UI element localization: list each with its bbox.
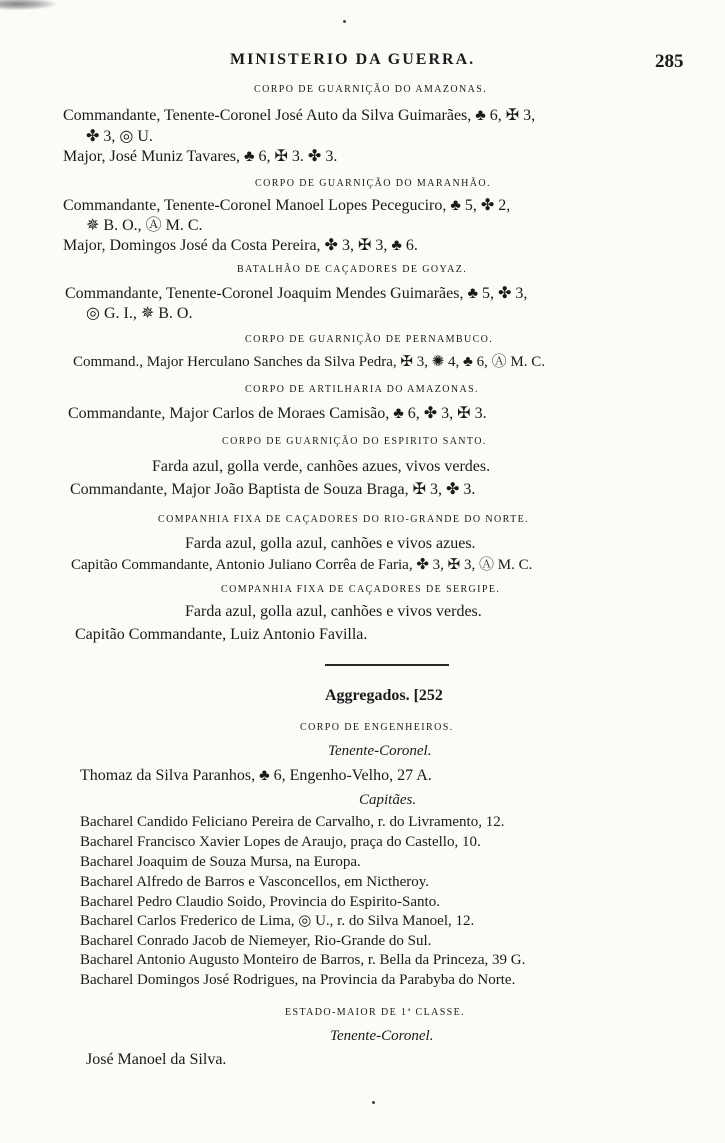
list-item: Bacharel Candido Feliciano Pereira de Carvalho, r. do Livramento, 12. — [80, 814, 505, 830]
entry-line: ◎ G. I., ✵ B. O. — [86, 305, 193, 322]
entry-line: Commandante, Major João Baptista de Souza Braga, ✠ 3, ✤ 3. — [70, 481, 476, 498]
divider-rule — [325, 664, 449, 666]
entry-line: Thomaz da Silva Paranhos, ♣ 6, Engenho-Velho, 27 A. — [80, 767, 432, 784]
speck — [372, 1101, 375, 1104]
entry-line: Commandante, Tenente-Coronel José Auto da Silva Guimarães, ♣ 6, ✠ 3, — [63, 107, 536, 124]
page-number: 285 — [655, 51, 684, 72]
section-heading: CORPO DE GUARNIÇÃO DO ESPIRITO SANTO. — [222, 436, 487, 447]
section-heading: CORPO DE GUARNIÇÃO DE PERNAMBUCO. — [245, 334, 494, 345]
rank-heading: Capitães. — [359, 792, 417, 808]
ink-smudge — [0, 0, 56, 10]
entry-line: Capitão Commandante, Luiz Antonio Favilla. — [75, 626, 368, 643]
entry-line: Commandante, Tenente-Coronel Joaquim Mendes Guimarães, ♣ 5, ✤ 3, — [65, 285, 528, 302]
entry-line: Commandante, Tenente-Coronel Manoel Lopes Peceguciro, ♣ 5, ✤ 2, — [63, 197, 511, 214]
list-item: Bacharel Alfredo de Barros e Vasconcellos, em Nictheroy. — [80, 874, 430, 890]
list-item: Bacharel Domingos José Rodrigues, na Provincia da Parabyba do Norte. — [80, 972, 516, 988]
list-item: Bacharel Francisco Xavier Lopes de Araujo, praça do Castello, 10. — [80, 834, 481, 850]
uniform-line: Farda azul, golla verde, canhões azues, vivos verdes. — [152, 458, 491, 475]
entry-line: Major, Domingos José da Costa Pereira, ✤ 3, ✠ 3, ♣ 6. — [63, 237, 418, 254]
uniform-line: Farda azul, golla azul, canhões e vivos azues. — [185, 535, 476, 552]
list-item: Bacharel Carlos Frederico de Lima, ◎ U., r. do Silva Manoel, 12. — [80, 913, 475, 929]
running-title: MINISTERIO DA GUERRA. — [230, 51, 476, 68]
section-heading: CORPO DE ARTILHARIA DO AMAZONAS. — [245, 384, 479, 395]
section-heading: BATALHÃO DE CAÇADORES DE GOYAZ. — [237, 264, 468, 275]
section-heading: CORPO DE GUARNIÇÃO DO MARANHÃO. — [255, 178, 491, 189]
entry-line: ✵ B. O., Ⓐ M. C. — [86, 217, 203, 234]
section-heading: CORPO DE ENGENHEIROS. — [300, 722, 454, 733]
rank-heading: Tenente-Coronel. — [330, 1028, 434, 1044]
list-item: Bacharel Pedro Claudio Soido, Provincia do Espirito-Santo. — [80, 894, 440, 910]
list-item: Bacharel Antonio Augusto Monteiro de Barros, r. Bella da Princeza, 39 G. — [80, 952, 526, 968]
entry-line: Major, José Muniz Tavares, ♣ 6, ✠ 3. ✤ 3. — [63, 148, 338, 165]
list-item: Bacharel Conrado Jacob de Niemeyer, Rio-Grande do Sul. — [80, 933, 432, 949]
rank-heading: Tenente-Coronel. — [328, 743, 432, 759]
entry-line: ✤ 3, ◎ U. — [86, 128, 153, 145]
section-heading: ESTADO-MAIOR DE 1ª CLASSE. — [285, 1007, 466, 1018]
entry-line: Capitão Commandante, Antonio Juliano Corrêa de Faria, ✤ 3, ✠ 3, Ⓐ M. C. — [71, 557, 533, 573]
entry-line: José Manoel da Silva. — [86, 1051, 227, 1068]
subsection-title: Aggregados. [252 — [325, 687, 443, 704]
entry-line: Commandante, Major Carlos de Moraes Camisão, ♣ 6, ✤ 3, ✠ 3. — [68, 405, 487, 422]
speck — [343, 20, 346, 23]
section-heading: COMPANHIA FIXA DE CAÇADORES DE SERGIPE. — [221, 584, 501, 595]
entry-line: Command., Major Herculano Sanches da Silva Pedra, ✠ 3, ✺ 4, ♣ 6, Ⓐ M. C. — [73, 354, 545, 370]
section-heading: CORPO DE GUARNIÇÃO DO AMAZONAS. — [254, 84, 488, 95]
uniform-line: Farda azul, golla azul, canhões e vivos verdes. — [185, 603, 482, 620]
list-item: Bacharel Joaquim de Souza Mursa, na Europa. — [80, 854, 361, 870]
section-heading: COMPANHIA FIXA DE CAÇADORES DO RIO-GRANDE DO NORTE. — [158, 514, 530, 525]
